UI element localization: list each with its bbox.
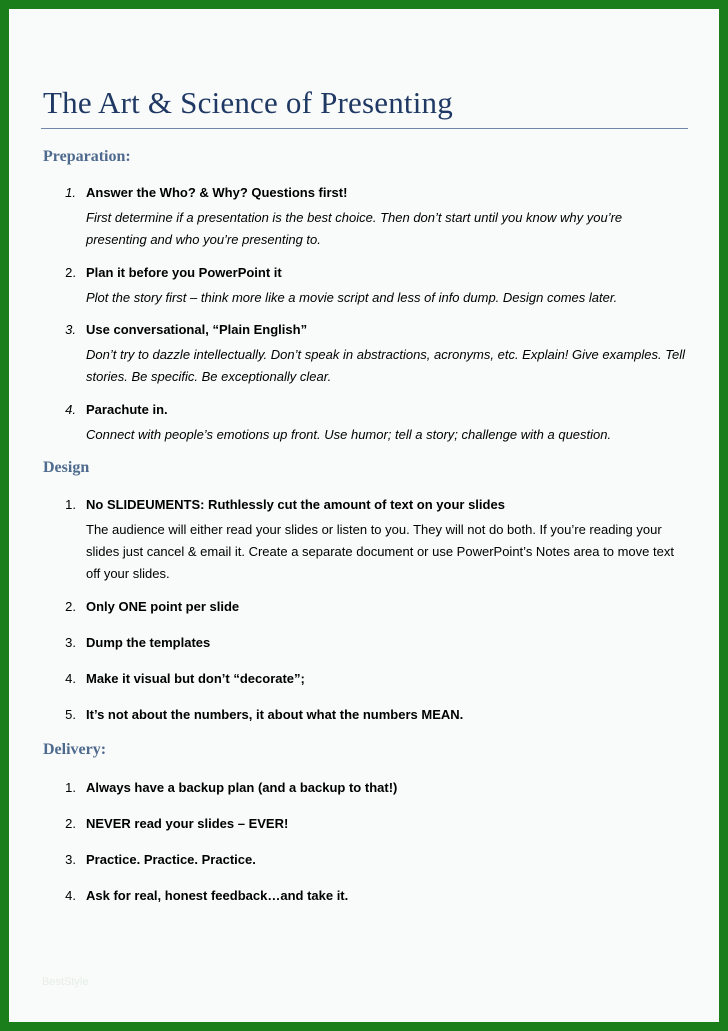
section-heading-delivery: Delivery: (43, 741, 107, 758)
item-title: Plan it before you PowerPoint it (86, 265, 282, 280)
item-title: Always have a backup plan (and a backup to that!) (86, 780, 398, 795)
item-number: 5. (65, 707, 76, 722)
item-number: 2. (65, 816, 76, 831)
item-description: Connect with people’s emotions up front. Use humor; tell a story; challenge with a question. (86, 427, 612, 442)
item-number: 4. (65, 402, 76, 417)
document-title: The Art & Science of Presenting (43, 85, 453, 120)
item-title: Answer the Who? & Why? Questions first! (86, 185, 348, 200)
item-number: 3. (65, 635, 76, 650)
item-description: The audience will either read your slides or listen to you. They will not do both. If you’re reading your slides just cancel & email it. Create a separate document or use PowerPoint’s Notes area to move text off your slides. (86, 522, 674, 581)
item-number: 3. (65, 852, 76, 867)
item-title: It’s not about the numbers, it about what the numbers MEAN. (86, 707, 464, 722)
item-number: 2. (65, 265, 76, 280)
item-title: Make it visual but don’t “decorate”; (86, 671, 305, 686)
item-title: Practice. Practice. Practice. (86, 852, 256, 867)
item-description: First determine if a presentation is the best choice. Then don’t start until you know why you’re presenting and who you’re presenting to. (86, 210, 623, 247)
item-number: 2. (65, 599, 76, 614)
item-title: Ask for real, honest feedback…and take it. (86, 888, 349, 903)
item-number: 4. (65, 671, 76, 686)
section-heading-design: Design (43, 459, 90, 476)
title-underline (41, 128, 688, 129)
item-title: No SLIDEUMENTS: Ruthlessly cut the amount of text on your slides (86, 497, 505, 512)
section-heading-preparation: Preparation: (43, 148, 131, 165)
item-description: Plot the story first – think more like a movie script and less of info dump. Design comes later. (86, 290, 618, 305)
item-description: Don’t try to dazzle intellectually. Don’t speak in abstractions, acronyms, etc. Explain! Give examples. Tell stories. Be specific. Be exceptionally clear. (86, 347, 685, 384)
item-number: 1. (65, 780, 76, 795)
item-number: 3. (65, 322, 76, 337)
item-title: NEVER read your slides – EVER! (86, 816, 289, 831)
item-title: Parachute in. (86, 402, 168, 417)
item-number: 1. (65, 497, 76, 512)
item-title: Use conversational, “Plain English” (86, 322, 308, 337)
item-title: Only ONE point per slide (86, 599, 240, 614)
item-number: 1. (65, 185, 76, 200)
watermark-text: BestStyle (42, 976, 89, 988)
item-title: Dump the templates (86, 635, 211, 650)
item-number: 4. (65, 888, 76, 903)
